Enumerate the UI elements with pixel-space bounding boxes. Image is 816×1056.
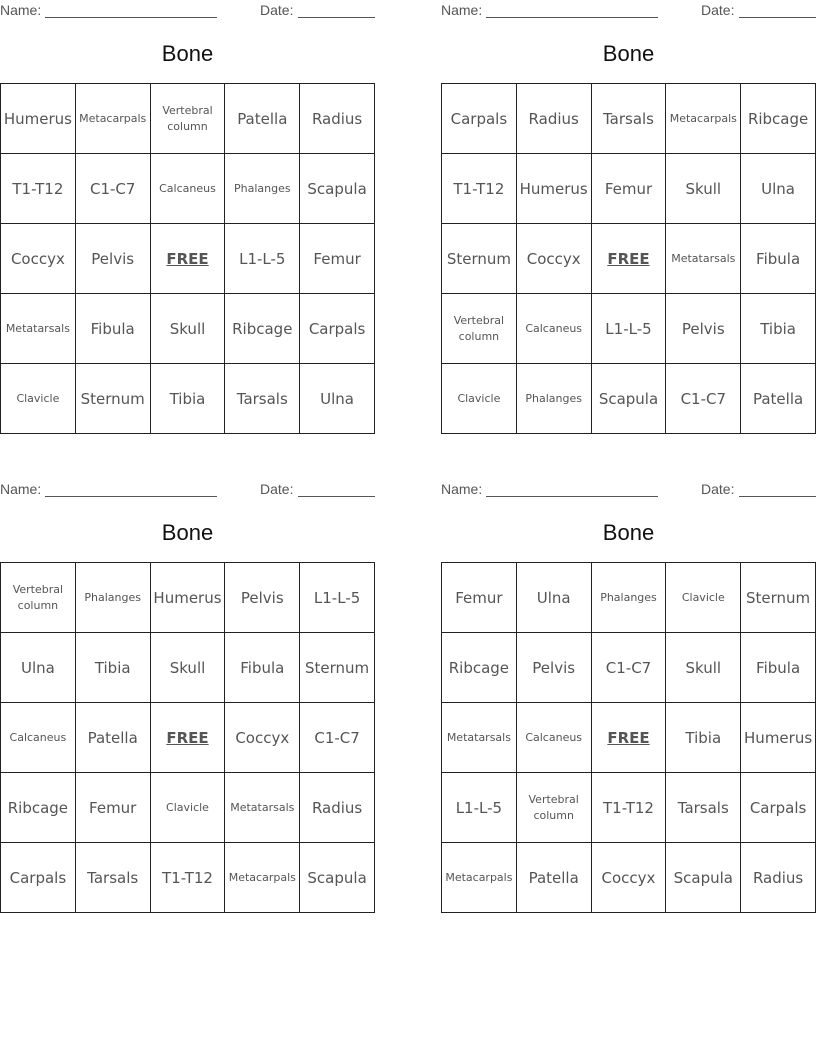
bingo-cell: Skull (666, 154, 741, 224)
bingo-cell: C1-C7 (76, 154, 151, 224)
header-row (441, 0, 816, 20)
bingo-cell: Fibula (225, 633, 300, 703)
bingo-cell: Humerus (151, 563, 226, 633)
bingo-cell: Ribcage (741, 84, 816, 154)
bingo-cell: Vertebral column (442, 294, 517, 364)
bingo-cell: Carpals (1, 843, 76, 913)
bingo-cell: C1-C7 (300, 703, 375, 773)
bingo-cell: C1-C7 (592, 633, 667, 703)
bingo-cell: Tibia (741, 294, 816, 364)
bingo-cell: Femur (442, 563, 517, 633)
name-blank-line (45, 496, 217, 497)
bingo-cell: T1-T12 (442, 154, 517, 224)
bingo-cell: Carpals (741, 773, 816, 843)
bingo-cell: C1-C7 (666, 364, 741, 434)
bingo-cell: Pelvis (517, 633, 592, 703)
bingo-cell: Scapula (592, 364, 667, 434)
bingo-cell: Coccyx (592, 843, 667, 913)
date-blank-line (298, 496, 375, 497)
bingo-cell: Metacarpals (76, 84, 151, 154)
bingo-cell: Clavicle (666, 563, 741, 633)
bingo-cell: Metatarsals (442, 703, 517, 773)
free-space-cell: FREE (151, 703, 226, 773)
bingo-cell: Clavicle (1, 364, 76, 434)
bingo-cell: Metatarsals (666, 224, 741, 294)
bingo-cell: Vertebral column (1, 563, 76, 633)
bingo-card (441, 479, 816, 887)
bingo-cell: Patella (741, 364, 816, 434)
bingo-cell: Tibia (151, 364, 226, 434)
bingo-cell: Fibula (741, 633, 816, 703)
header-row (0, 0, 375, 20)
name-blank-line (486, 17, 658, 18)
bingo-cell: Patella (76, 703, 151, 773)
bingo-cell: Metacarpals (442, 843, 517, 913)
name-label: Name: (441, 481, 483, 497)
bingo-cell: Pelvis (225, 563, 300, 633)
name-blank-line (486, 496, 658, 497)
bingo-grid (0, 562, 375, 913)
bingo-grid (0, 83, 375, 434)
bingo-cell: Phalanges (225, 154, 300, 224)
header-row (441, 479, 816, 499)
bingo-grid (441, 83, 816, 434)
bingo-cell: Sternum (300, 633, 375, 703)
bingo-cell: L1-L-5 (592, 294, 667, 364)
bingo-cell: Humerus (517, 154, 592, 224)
bingo-cell: T1-T12 (592, 773, 667, 843)
bingo-cell: Scapula (666, 843, 741, 913)
bingo-cell: Radius (517, 84, 592, 154)
bingo-cell: Radius (300, 84, 375, 154)
name-label: Name: (0, 481, 42, 497)
bingo-cell: Metatarsals (225, 773, 300, 843)
bingo-cell: Carpals (300, 294, 375, 364)
bingo-cell: Coccyx (225, 703, 300, 773)
bingo-cell: Humerus (1, 84, 76, 154)
bingo-cell: Ulna (741, 154, 816, 224)
bingo-cell: Phalanges (76, 563, 151, 633)
bingo-cell: Femur (592, 154, 667, 224)
name-blank-line (45, 17, 217, 18)
bingo-cell: Metacarpals (666, 84, 741, 154)
bingo-card (0, 0, 375, 408)
bingo-cell: Skull (151, 633, 226, 703)
bingo-cell: Metatarsals (1, 294, 76, 364)
bingo-cell: Humerus (741, 703, 816, 773)
bingo-cell: Fibula (741, 224, 816, 294)
bingo-cell: Metacarpals (225, 843, 300, 913)
bingo-cell: L1-L-5 (442, 773, 517, 843)
bingo-cell: Skull (151, 294, 226, 364)
bingo-cell: Carpals (442, 84, 517, 154)
bingo-cell: Ribcage (442, 633, 517, 703)
card-title: Bone (161, 520, 214, 545)
free-space-cell: FREE (151, 224, 226, 294)
bingo-cell: Pelvis (76, 224, 151, 294)
bingo-cell: Ulna (517, 563, 592, 633)
date-blank-line (739, 17, 816, 18)
bingo-cell: Phalanges (517, 364, 592, 434)
bingo-cell: Coccyx (1, 224, 76, 294)
bingo-cell: Radius (741, 843, 816, 913)
date-label: Date: (701, 481, 735, 497)
bingo-cell: Tarsals (225, 364, 300, 434)
bingo-cell: Calcaneus (1, 703, 76, 773)
bingo-cell: Femur (76, 773, 151, 843)
bingo-cell: Ribcage (225, 294, 300, 364)
bingo-cell: Sternum (741, 563, 816, 633)
header-row (0, 479, 375, 499)
bingo-cell: Phalanges (592, 563, 667, 633)
free-space-cell: FREE (592, 703, 667, 773)
bingo-cell: Calcaneus (517, 294, 592, 364)
bingo-cell: Patella (517, 843, 592, 913)
card-title: Bone (161, 41, 214, 66)
date-label: Date: (701, 2, 735, 18)
bingo-cell: Tarsals (666, 773, 741, 843)
bingo-cell: Tarsals (76, 843, 151, 913)
bingo-cell: Femur (300, 224, 375, 294)
bingo-cell: Ribcage (1, 773, 76, 843)
card-title: Bone (602, 41, 655, 66)
bingo-card (441, 0, 816, 408)
date-blank-line (739, 496, 816, 497)
bingo-cell: Tarsals (592, 84, 667, 154)
card-title: Bone (602, 520, 655, 545)
bingo-cell: Radius (300, 773, 375, 843)
bingo-cell: Calcaneus (517, 703, 592, 773)
bingo-cell: Sternum (442, 224, 517, 294)
bingo-cell: Pelvis (666, 294, 741, 364)
bingo-cell: Scapula (300, 154, 375, 224)
bingo-cell: Tibia (76, 633, 151, 703)
bingo-cell: Sternum (76, 364, 151, 434)
date-label: Date: (260, 481, 294, 497)
bingo-cell: L1-L-5 (300, 563, 375, 633)
bingo-cell: Scapula (300, 843, 375, 913)
bingo-cell: Coccyx (517, 224, 592, 294)
bingo-cell: L1-L-5 (225, 224, 300, 294)
bingo-cell: Fibula (76, 294, 151, 364)
free-space-cell: FREE (592, 224, 667, 294)
bingo-cell: Patella (225, 84, 300, 154)
bingo-cell: Ulna (1, 633, 76, 703)
bingo-grid (441, 562, 816, 913)
date-label: Date: (260, 2, 294, 18)
bingo-cell: Skull (666, 633, 741, 703)
bingo-cell: Clavicle (151, 773, 226, 843)
name-label: Name: (0, 2, 42, 18)
bingo-cell: T1-T12 (1, 154, 76, 224)
bingo-cell: Tibia (666, 703, 741, 773)
bingo-cell: Ulna (300, 364, 375, 434)
bingo-cell: Clavicle (442, 364, 517, 434)
bingo-cell: Calcaneus (151, 154, 226, 224)
name-label: Name: (441, 2, 483, 18)
date-blank-line (298, 17, 375, 18)
bingo-card (0, 479, 375, 887)
bingo-cell: Vertebral column (517, 773, 592, 843)
bingo-cell: Vertebral column (151, 84, 226, 154)
bingo-cell: T1-T12 (151, 843, 226, 913)
